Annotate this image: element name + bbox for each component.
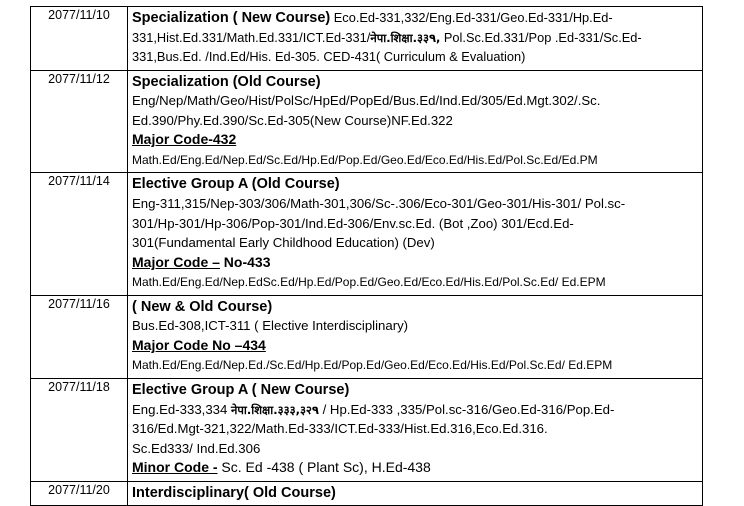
row-content xyxy=(128,70,703,173)
major-code-value: No-433 xyxy=(219,253,271,270)
course-codes: 301/Hp-301/Hp-306/Pop-301/Ind.Ed-306/Env.sc.Ed. (Bot ,Zoo) 301/Ecd.Ed- xyxy=(132,215,574,231)
course-title: Interdisciplinary( Old Course) xyxy=(132,484,336,501)
content-line xyxy=(132,316,698,336)
content-line xyxy=(132,380,698,400)
content-line xyxy=(132,130,698,150)
row-date: 2077/11/18 xyxy=(31,378,128,481)
course-codes: / Hp.Ed-333 ,335/Pol.sc-316/Geo.Ed-316/Pop.Ed- xyxy=(318,401,615,417)
course-title: Specialization ( New Course) xyxy=(132,10,331,26)
course-title: Elective Group A ( New Course) xyxy=(132,381,350,398)
major-code-label: Major Code – xyxy=(132,253,220,270)
content-line xyxy=(132,272,698,292)
table-row xyxy=(31,481,703,506)
table-row xyxy=(31,7,703,71)
content-line xyxy=(132,47,698,67)
course-codes: 301(Fundamental Early Childhood Education) (Dev) xyxy=(132,235,435,251)
content-line xyxy=(132,214,698,234)
devanagari-subject: नेपा.शिक्षा.३३३,३२٩ xyxy=(230,402,319,417)
content-line xyxy=(132,72,698,92)
content-line xyxy=(132,483,698,503)
content-line xyxy=(132,355,698,375)
row-content xyxy=(128,7,703,71)
content-line xyxy=(132,8,698,28)
exam-schedule-table xyxy=(30,6,703,506)
course-codes: Eng.Ed-333,334 xyxy=(132,401,231,417)
course-codes: Eco.Ed-331,332/Eng.Ed-331/Geo.Ed-331/Hp.Ed- xyxy=(330,10,613,25)
course-codes: Eng/Nep/Math/Geo/Hist/PolSc/HpEd/PopEd/Bus.Ed/Ind.Ed/305/Ed.Mgt.302/.Sc. xyxy=(132,93,601,109)
table-body xyxy=(31,7,703,506)
course-title: ( New & Old Course) xyxy=(132,298,273,315)
course-codes: Ed.390/Phy.Ed.390/Sc.Ed-305(New Course)NF.Ed.322 xyxy=(132,112,453,128)
course-codes: Pol.Sc.Ed.331/Pop .Ed-331/Sc.Ed- xyxy=(440,29,642,45)
major-code: Major Code No –434 xyxy=(132,336,266,353)
row-date: 2077/11/12 xyxy=(31,70,128,173)
course-title: Specialization (Old Course) xyxy=(132,73,321,90)
table-row xyxy=(31,295,703,378)
course-codes: 316/Ed.Mgt-321,322/Math.Ed-333/ICT.Ed-333/Hist.Ed.316,Eco.Ed.316. xyxy=(132,421,548,437)
content-line xyxy=(132,233,698,253)
content-line xyxy=(132,400,698,420)
course-codes: 331,Bus.Ed. /Ind.Ed/His. Ed-305. CED-431( Curriculum & Evaluation) xyxy=(132,49,526,65)
table-row xyxy=(31,173,703,295)
content-line xyxy=(132,91,698,111)
subject-list: Math.Ed/Eng.Ed/Nep.Ed/Sc.Ed/Hp.Ed/Pop.Ed/Geo.Ed/Eco.Ed/His.Ed/Pol.Sc.Ed/Ed.PM xyxy=(132,152,598,167)
course-codes: Bus.Ed-308,ICT-311 ( Elective Interdisciplinary) xyxy=(132,318,409,334)
row-date: 2077/11/20 xyxy=(31,481,128,506)
row-content xyxy=(128,295,703,378)
course-codes: Eng-311,315/Nep-303/306/Math-301,306/Sc-.306/Eco-301/Geo-301/His-301/ Pol.sc- xyxy=(132,196,626,212)
content-line xyxy=(132,458,698,478)
subject-list: Math.Ed/Eng.Ed/Nep.Ed./Sc.Ed/Hp.Ed/Pop.Ed/Geo.Ed/Eco.Ed/His.Ed/Pol.Sc.Ed/ Ed.EPM xyxy=(132,358,613,373)
content-line xyxy=(132,194,698,214)
content-line xyxy=(132,174,698,194)
content-line xyxy=(132,111,698,131)
course-title: Elective Group A (Old Course) xyxy=(132,176,340,193)
row-date: 2077/11/14 xyxy=(31,173,128,295)
course-codes: Sc.Ed333/ Ind.Ed.306 xyxy=(132,440,261,456)
minor-code-label: Minor Code - xyxy=(132,459,218,476)
row-date: 2077/11/16 xyxy=(31,295,128,378)
row-content xyxy=(128,173,703,295)
table-row xyxy=(31,378,703,481)
content-line xyxy=(132,253,698,273)
table-row xyxy=(31,70,703,173)
content-line xyxy=(132,419,698,439)
minor-code-value: Sc. Ed -438 ( Plant Sc), H.Ed-438 xyxy=(217,459,431,476)
content-line xyxy=(132,336,698,356)
content-line xyxy=(132,28,698,48)
row-content xyxy=(128,481,703,506)
document-page xyxy=(0,6,744,501)
content-line xyxy=(132,439,698,459)
row-date: 2077/11/10 xyxy=(31,7,128,71)
row-content xyxy=(128,378,703,481)
course-codes: 331,Hist.Ed.331/Math.Ed.331/ICT.Ed-331/ xyxy=(132,29,371,45)
subject-list: Math.Ed/Eng.Ed/Nep.EdSc.Ed/Hp.Ed/Pop.Ed/Geo.Ed/Eco.Ed/His.Ed/Pol.Sc.Ed/ Ed.EPM xyxy=(132,275,606,290)
devanagari-subject: नेपा.शिक्षा.३३٩, xyxy=(370,30,441,45)
content-line xyxy=(132,297,698,317)
content-line xyxy=(132,150,698,170)
major-code: Major Code-432 xyxy=(132,131,237,148)
